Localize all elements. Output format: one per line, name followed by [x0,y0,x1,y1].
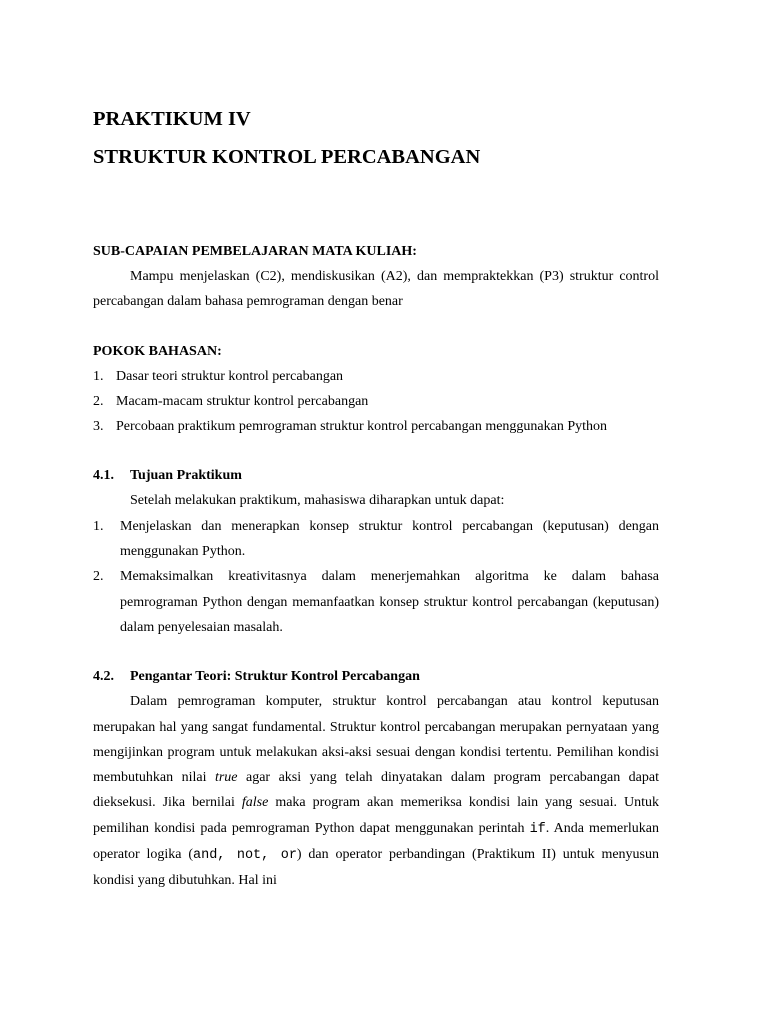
logic-operators-code: and, not, or [193,848,297,864]
section-title: Pengantar Teori: Struktur Kontrol Percabangan [130,669,420,685]
pokok-bahasan-heading: POKOK BAHASAN: [93,343,222,359]
sub-capaian-text: Mampu menjelaskan (C2), mendiskusikan (A2), dan mempraktekkan (P3) struktur control percabangan dalam bahasa pemrograman dengan benar [93,269,659,310]
list-item [93,364,659,389]
list-text: Memaksimalkan kreativitasnya dalam menerjemahkan algoritma ke dalam bahasa pemrograman Python dengan memanfaatkan konsep struktur kontrol percabangan (keputusan) dalam penyelesaian masalah. [120,569,659,635]
pokok-bahasan-list [93,364,659,440]
tujuan-intro: Setelah melakukan praktikum, mahasiswa diharapkan untuk dapat: [130,493,505,509]
list-text: Percobaan praktikum pemrograman struktur kontrol percabangan menggunakan Python [116,419,608,435]
section-title: Tujuan Praktikum [130,468,242,484]
sub-capaian-heading: SUB-CAPAIAN PEMBELAJARAN MATA KULIAH: [93,244,417,259]
list-number: 3. [93,419,104,435]
section-number: 4.1. [93,468,114,484]
paragraph-text: agar aksi yang telah dinyatakan dalam program percabangan dapat dieksekusi. Jika bernilai [93,770,660,811]
list-number: 1. [93,368,104,384]
list-text: Dasar teori struktur kontrol percabangan [116,368,344,384]
section-number: 4.2. [93,669,114,685]
true-keyword: true [214,770,238,786]
paragraph-text: ) dan operator perbandingan (Praktikum II) untuk menyusun kondisi yang dibutuhkan. Hal ini [93,847,659,889]
page-content [93,100,659,894]
if-code: if [529,821,546,837]
list-item [93,389,659,414]
title-line-1: PRAKTIKUM IV [93,108,251,130]
list-number: 1. [93,518,104,534]
list-item [93,514,659,565]
paragraph-text: . Anda memerlukan operator logika ( [93,820,660,863]
list-item [93,414,659,439]
list-text: Macam-macam struktur kontrol percabangan [116,393,369,409]
list-item [93,564,659,640]
list-number: 2. [93,569,104,585]
tujuan-heading [93,463,659,488]
paragraph-text: Dalam pemrograman komputer, struktur kontrol percabangan atau kontrol keputusan merupakan hal yang sangat fundamental. Struktur kontrol percabangan merupakan pernyataan yang mengijinkan program untuk melakukan aksi-aksi sesuai dengan kondisi tertentu. Pemilihan kondisi membutuhkan nilai [93,694,659,786]
false-keyword: false [241,795,269,811]
tujuan-list [93,514,659,640]
list-text: Menjelaskan dan menerapkan konsep struktur kontrol percabangan (keputusan) dengan menggunakan Python. [120,518,659,560]
pengantar-heading [93,664,659,689]
pengantar-paragraph [93,689,659,893]
list-number: 2. [93,393,104,409]
paragraph-text: maka program akan memeriksa kondisi lain yang sesuai. Untuk pemilihan kondisi pada pemrograman Python dapat menggunakan perintah [93,795,659,836]
title-line-2: STRUKTUR KONTROL PERCABANGAN [93,146,481,168]
